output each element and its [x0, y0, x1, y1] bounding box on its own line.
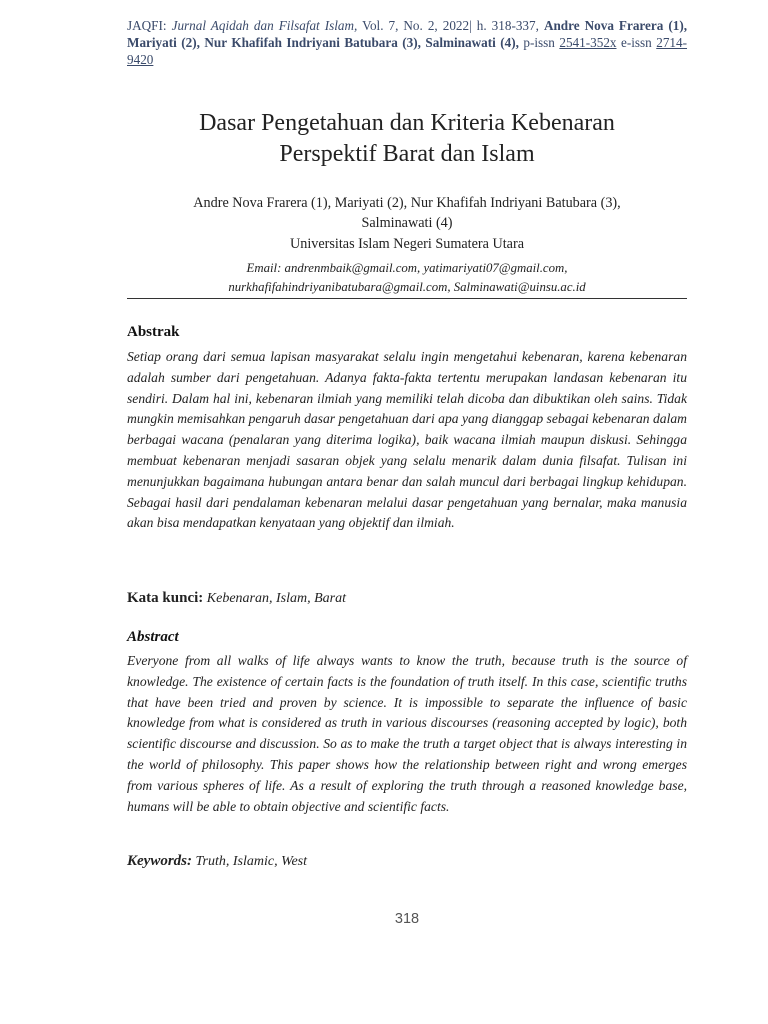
journal-abbr: JAQFI: [127, 18, 167, 33]
header-authors: Andre Nova Frarera (1), Mariyati (2), Nur Khafifah Indriyani Batubara (3), Salminawati (4), [127, 18, 688, 50]
emails-line-1: Email: andrenmbaik@gmail.com, yatimariyati07@gmail.com, [246, 261, 568, 275]
abstract-heading: Abstract [127, 629, 179, 645]
eissn-label: e-issn [620, 35, 652, 50]
divider [127, 298, 687, 299]
pissn-link[interactable]: 2541-352x [559, 35, 617, 50]
email-list [127, 259, 687, 297]
emails-line-2: nurkhafifahindriyanibatubara@gmail.com, Salminawati@uinsu.ac.id [228, 280, 586, 294]
keywords-values: Truth, Islamic, West [195, 854, 307, 869]
keywords [127, 853, 687, 870]
abstract-text: Everyone from all walks of life always wants to know the truth, because truth is the source of knowledge. The existence of certain facts is the foundation of truth itself. In this case, scientific truths that have been tried and proven by science. It is impossible to separate the influence of basic knowledge from what is considered as truth in various discourses (reasoning accepted by logic), both scientific discourse and discussion. So as to make the truth a target object that is always interesting in the world of philosophy. This paper shows how the relationship between right and wrong emerges from various spheres of life. As a result of exploring the truth through a reasoned knowledge base, humans will be able to obtain objective and scientific facts. [127, 653, 687, 814]
paper-title [127, 108, 687, 170]
volume-info: Vol. 7, No. 2, 2022| h. 318-337, [362, 18, 539, 33]
eissn-link[interactable]: 2714-9420 [127, 35, 688, 67]
journal-name: Jurnal Aqidah dan Filsafat Islam, [171, 18, 358, 33]
kata-kunci [127, 590, 687, 607]
title-line-1: Dasar Pengetahuan dan Kriteria Kebenaran [199, 110, 615, 136]
kata-kunci-label: Kata kunci: [127, 590, 204, 606]
abstrak-heading: Abstrak [127, 324, 180, 340]
keywords-label: Keywords: [127, 853, 192, 869]
title-line-2: Perspektif Barat dan Islam [279, 141, 535, 167]
running-header [127, 17, 687, 68]
pissn-label: p-issn [523, 35, 555, 50]
author-list [127, 193, 687, 233]
authors-line-2: Salminawati (4) [361, 215, 453, 231]
kata-kunci-values: Kebenaran, Islam, Barat [206, 591, 346, 606]
abstrak-text: Setiap orang dari semua lapisan masyarakat selalu ingin mengetahui kebenaran, karena kebenaran adalah sumber dari pengetahuan. Adanya fakta-fakta tertentu merupakan landasan kebenaran itu sendiri. Dalam hal ini, kebenaran ilmiah yang memiliki telah dicoba dan dibuktikan oleh sains. Tidak mungkin memisahkan pengaruh dasar pengetahuan dari apa yang dianggap sebagai kebenaran dalam berbagai wacana (penalaran yang diterima logika), baik wacana ilmiah maupun diskusi. Sehingga membuat kebenaran menjadi sasaran objek yang selalu menarik dalam dunia filsafat. Tulisan ini menunjukkan bagaimana hubungan antara benar dan salah muncul dari berbagai lingkup kehidupan. Sebagai hasil dari pendalaman kebenaran melalui dasar pengetahuan yang bernalar, maka manusia akan bisa mendapatkan kenyataan yang objektif dan ilmiah. [127, 349, 687, 531]
affiliation: Universitas Islam Negeri Sumatera Utara [289, 236, 524, 252]
authors-line-1: Andre Nova Frarera (1), Mariyati (2), Nur Khafifah Indriyani Batubara (3), [193, 195, 621, 211]
page-number: 318 [394, 911, 420, 927]
